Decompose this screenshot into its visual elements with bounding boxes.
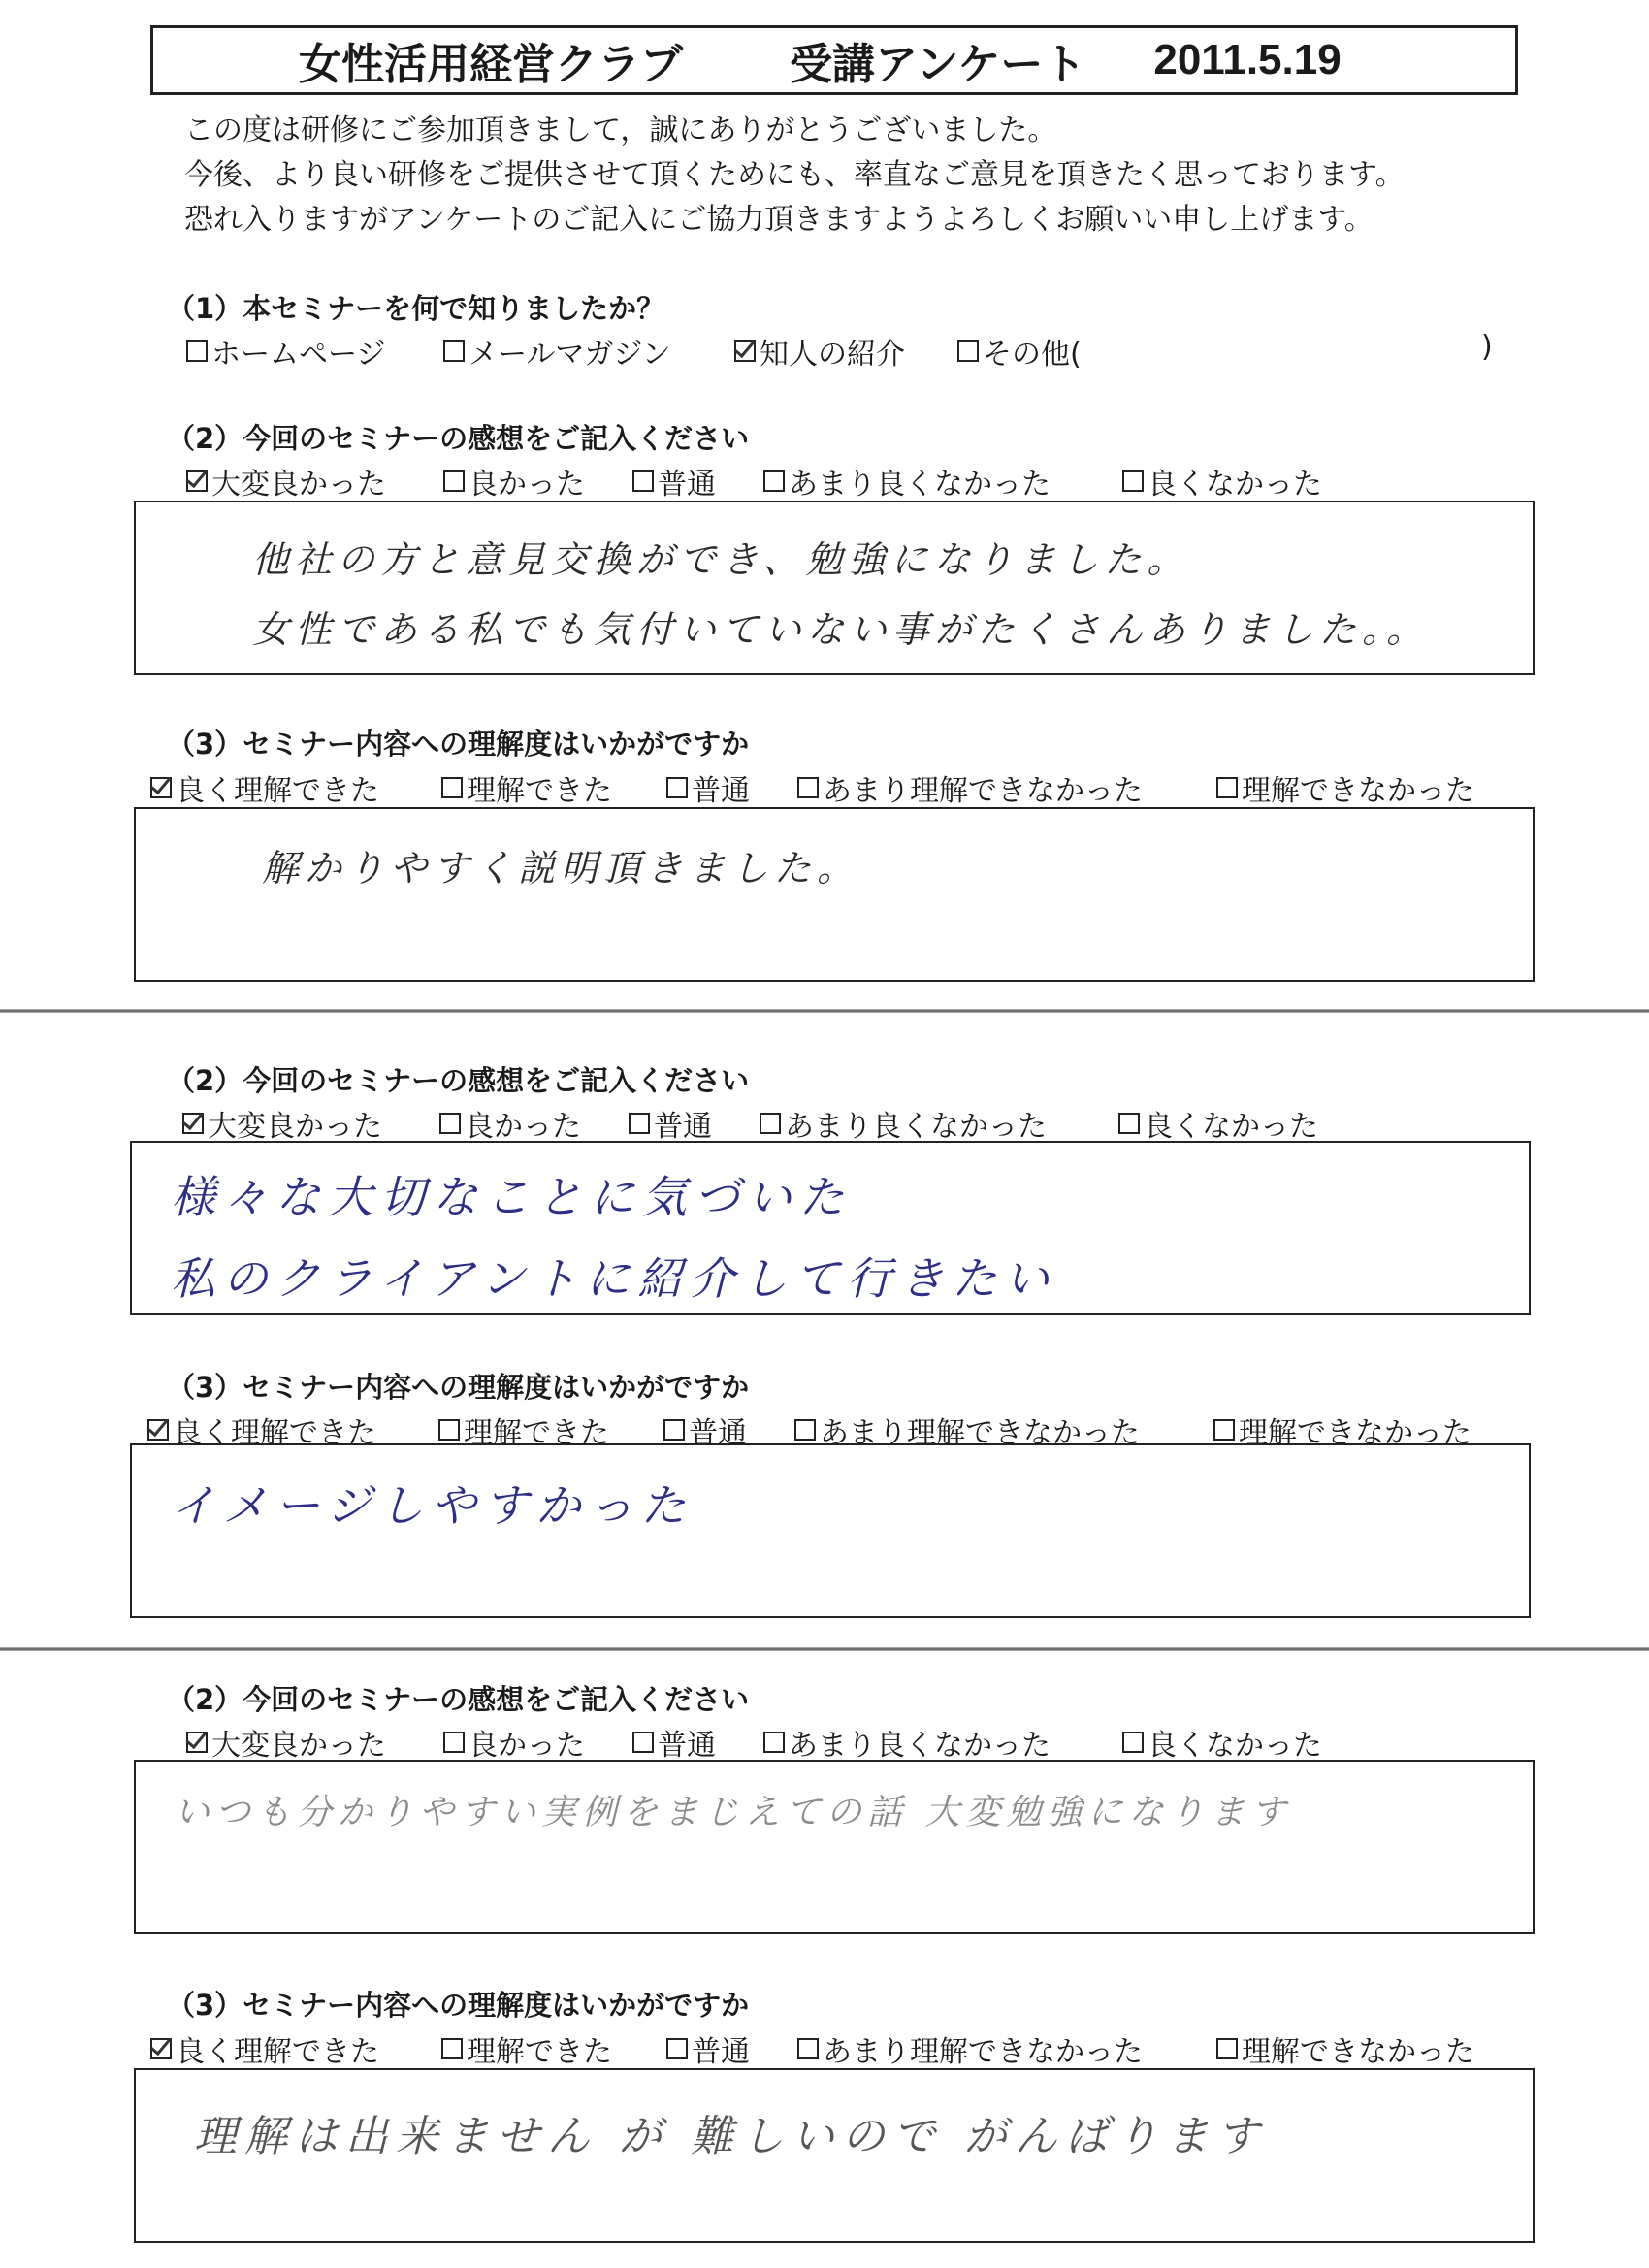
q2-heading: （2）今回のセミナーの感想をご記入ください bbox=[167, 422, 750, 455]
handwritten-answer: 私のクライアントに紹介して行きたい bbox=[171, 1252, 1057, 1305]
org-name: 女性活用経営クラブ bbox=[299, 40, 683, 89]
q2-options bbox=[182, 1102, 1318, 1145]
handwritten-answer: 様々な大切なことに気づいた bbox=[171, 1171, 852, 1223]
q3-heading: （3）セミナー内容への理解度はいかがですか bbox=[167, 1989, 750, 2022]
q3-heading: （3）セミナー内容への理解度はいかがですか bbox=[167, 1371, 750, 1404]
q3-options bbox=[150, 766, 1474, 809]
q3-option[interactable]: あまり理解できなかった bbox=[797, 766, 1216, 809]
q2-option[interactable]: あまり良くなかった bbox=[760, 1102, 1118, 1145]
q3-heading: （3）セミナー内容への理解度はいかがですか bbox=[167, 728, 750, 761]
q2-option[interactable]: 良かった bbox=[443, 460, 632, 502]
q2-option[interactable]: 普通 bbox=[629, 1102, 760, 1145]
checkbox[interactable] bbox=[797, 2038, 819, 2059]
q2-option[interactable]: 大変良かった bbox=[186, 1721, 443, 1764]
intro-text bbox=[184, 109, 1405, 243]
q3-answer-box[interactable] bbox=[130, 1443, 1531, 1618]
q1-option[interactable]: その他( bbox=[957, 330, 1481, 373]
intro-line: 恐れ入りますがアンケートのご記入にご協力頂きますようよろしくお願いい申し上げます。 bbox=[184, 203, 1374, 237]
checkbox[interactable] bbox=[1216, 2038, 1238, 2059]
q3-option[interactable]: あまり理解できなかった bbox=[794, 1409, 1213, 1451]
handwritten-answer: 解かりやすく説明頂きました。 bbox=[262, 847, 860, 890]
q2-option[interactable]: 良くなかった bbox=[1122, 1721, 1322, 1764]
q2-options bbox=[186, 1721, 1322, 1764]
survey-title-box bbox=[150, 25, 1518, 95]
q2-options bbox=[186, 460, 1322, 502]
q3-option[interactable]: 理解できた bbox=[438, 1409, 663, 1451]
checkbox[interactable] bbox=[186, 340, 208, 362]
handwritten-answer: いつも分かりやすい実例をまじえての話 大変勉強になります bbox=[175, 1793, 1292, 1832]
page-cut-divider bbox=[0, 1009, 1649, 1013]
checkbox[interactable] bbox=[794, 1419, 816, 1441]
q3-option[interactable]: 理解できなかった bbox=[1213, 1409, 1471, 1451]
q2-option[interactable]: 良くなかった bbox=[1118, 1102, 1318, 1145]
checkbox[interactable] bbox=[763, 1732, 785, 1753]
handwritten-answer: イメージしやすかった bbox=[171, 1479, 694, 1532]
q2-option[interactable]: 良かった bbox=[439, 1102, 629, 1145]
checkbox[interactable] bbox=[439, 1113, 461, 1134]
checkbox[interactable] bbox=[438, 1419, 460, 1441]
q3-option[interactable]: 理解できた bbox=[441, 2027, 666, 2070]
q3-option[interactable]: 普通 bbox=[663, 1409, 794, 1451]
checkbox[interactable] bbox=[441, 777, 463, 798]
checkbox[interactable] bbox=[666, 2038, 688, 2059]
q2-option[interactable]: 普通 bbox=[632, 460, 763, 502]
q3-option[interactable]: 良く理解できた bbox=[150, 2027, 441, 2070]
handwritten-answer: 女性である私でも気付いていない事がたくさんありました。。 bbox=[252, 608, 1430, 651]
q1-heading: （1）本セミナーを何で知りましたか？ bbox=[167, 292, 665, 325]
page-cut-divider bbox=[0, 1647, 1649, 1651]
q2-option[interactable]: 普通 bbox=[632, 1721, 763, 1764]
document-title: 受講アンケート bbox=[790, 40, 1086, 89]
checkbox[interactable] bbox=[443, 340, 465, 362]
checkbox[interactable] bbox=[1216, 777, 1238, 798]
q2-answer-box[interactable] bbox=[134, 1760, 1535, 1934]
q3-option[interactable]: 理解できなかった bbox=[1216, 2027, 1474, 2070]
checkbox-checked[interactable] bbox=[186, 470, 208, 492]
q3-answer-box[interactable] bbox=[134, 807, 1535, 982]
q1-option[interactable]: メールマガジン bbox=[443, 330, 734, 373]
checkbox-checked[interactable] bbox=[186, 1732, 208, 1753]
q2-option[interactable]: 大変良かった bbox=[186, 460, 443, 502]
q3-option[interactable]: あまり理解できなかった bbox=[797, 2027, 1216, 2070]
checkbox-checked[interactable] bbox=[150, 2038, 172, 2059]
checkbox-checked[interactable] bbox=[182, 1113, 204, 1134]
q1-option[interactable]: ホームページ bbox=[186, 330, 443, 373]
checkbox-checked[interactable] bbox=[147, 1419, 169, 1441]
q1-close-paren: ) bbox=[1481, 330, 1493, 364]
q2-option[interactable]: あまり良くなかった bbox=[763, 1721, 1122, 1764]
checkbox[interactable] bbox=[957, 340, 979, 362]
q2-answer-box[interactable] bbox=[130, 1141, 1531, 1315]
handwritten-answer: 他社の方と意見交換ができ、勉強になりました。 bbox=[252, 538, 1190, 581]
q3-option[interactable]: 普通 bbox=[666, 766, 797, 809]
q1-option[interactable]: 知人の紹介 bbox=[734, 330, 957, 373]
intro-line: 今後、より良い研修をご提供させて頂くためにも、率直なご意見を頂きたく思っております。 bbox=[184, 158, 1405, 192]
checkbox[interactable] bbox=[629, 1113, 650, 1134]
checkbox[interactable] bbox=[1122, 1732, 1144, 1753]
q3-answer-box[interactable] bbox=[134, 2068, 1535, 2243]
checkbox[interactable] bbox=[443, 1732, 465, 1753]
checkbox[interactable] bbox=[797, 777, 819, 798]
checkbox-checked[interactable] bbox=[150, 777, 172, 798]
checkbox[interactable] bbox=[441, 2038, 463, 2059]
q3-option[interactable]: 普通 bbox=[666, 2027, 797, 2070]
q2-option[interactable]: あまり良くなかった bbox=[763, 460, 1122, 502]
q2-answer-box[interactable] bbox=[134, 501, 1535, 675]
q3-option[interactable]: 理解できた bbox=[441, 766, 666, 809]
q2-heading: （2）今回のセミナーの感想をご記入ください bbox=[167, 1683, 750, 1716]
checkbox[interactable] bbox=[632, 470, 654, 492]
q3-options bbox=[150, 2027, 1474, 2070]
q2-option[interactable]: 良くなかった bbox=[1122, 460, 1322, 502]
q1-options bbox=[186, 330, 1493, 373]
q2-heading: （2）今回のセミナーの感想をご記入ください bbox=[167, 1064, 750, 1097]
handwritten-answer: 理解は出来ません が 難しいので がんばります bbox=[194, 2112, 1267, 2161]
checkbox[interactable] bbox=[443, 470, 465, 492]
survey-date: 2011.5.19 bbox=[1153, 36, 1342, 83]
checkbox[interactable] bbox=[663, 1419, 685, 1441]
q3-option[interactable]: 良く理解できた bbox=[150, 766, 441, 809]
checkbox[interactable] bbox=[1122, 470, 1144, 492]
checkbox[interactable] bbox=[666, 777, 688, 798]
checkbox[interactable] bbox=[760, 1113, 781, 1134]
checkbox[interactable] bbox=[1213, 1419, 1235, 1441]
checkbox-checked[interactable] bbox=[734, 340, 756, 362]
q2-option[interactable]: 大変良かった bbox=[182, 1102, 439, 1145]
checkbox[interactable] bbox=[632, 1732, 654, 1753]
intro-line: この度は研修にご参加頂きまして，誠にありがとうございました。 bbox=[184, 113, 1057, 147]
checkbox[interactable] bbox=[763, 470, 785, 492]
checkbox[interactable] bbox=[1118, 1113, 1140, 1134]
q2-option[interactable]: 良かった bbox=[443, 1721, 632, 1764]
q3-option[interactable]: 良く理解できた bbox=[147, 1409, 438, 1451]
q3-option[interactable]: 理解できなかった bbox=[1216, 766, 1474, 809]
